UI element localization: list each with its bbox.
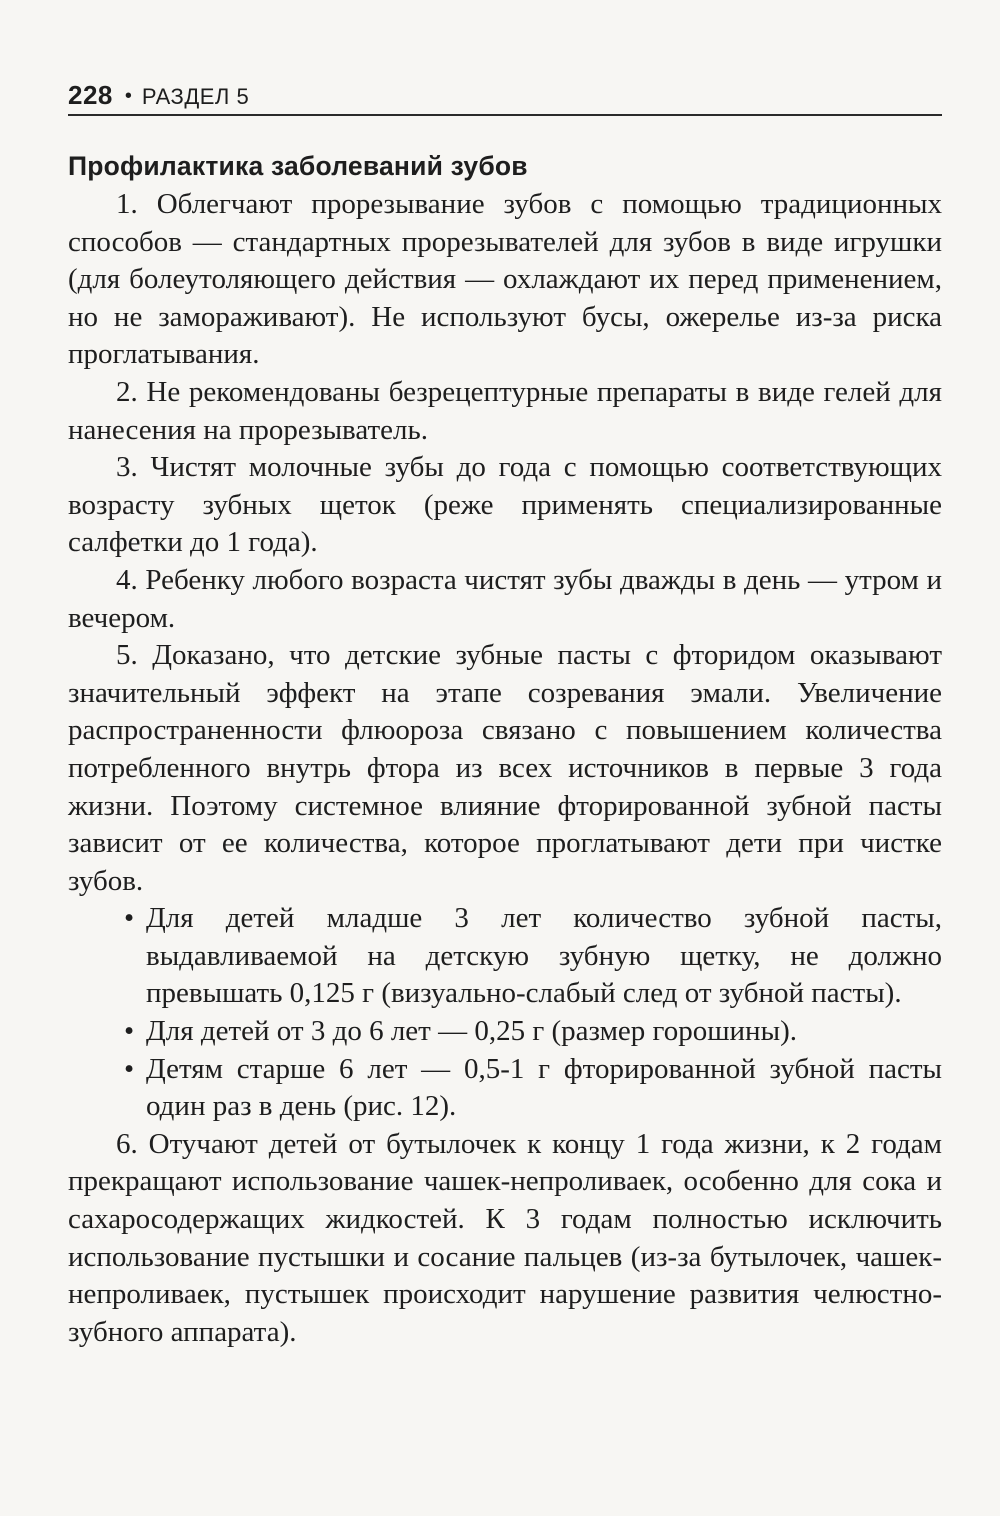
section-heading: Профилактика заболеваний зубов — [68, 151, 528, 181]
bullet-list — [68, 900, 942, 1126]
paragraph-5: 5. Доказано, что детские зубные пасты с фторидом оказывают значительный эффект на этапе созревания эмали. Увеличение распространенности флюороза связано с повышением количества потребленного внутрь фтора из всех источников в первые 3 года жизни. Поэтому системное влияние фторированной зубной пасты зависит от ее количества, которое проглатывают дети при чистке зубов. — [68, 639, 942, 897]
book-page — [68, 80, 942, 1351]
page-number: 228 — [68, 80, 113, 110]
bullet-item — [124, 1013, 942, 1051]
section-label: РАЗДЕЛ 5 — [141, 84, 250, 109]
paragraph-2: 2. Не рекомендованы безрецептурные препараты в виде гелей для нанесения на прорезыватель. — [68, 375, 942, 446]
paragraph-6: 6. Отучают детей от бутылочек к концу 1 года жизни, к 2 годам прекращают использование чашек-непроливаек, особенно для сока и сахаросодержащих жидкостей. К 3 годам полностью исключить использование пустышки и сосание пальцев (из-за бутылочек, чашек-непроливаек, пустышек происходит нарушение развития челюстно-зубного аппарата). — [68, 1127, 942, 1348]
paragraph-4: 4. Ребенку любого возраста чистят зубы дважды в день — утром и вечером. — [68, 563, 942, 634]
bullet-text: Для детей от 3 до 6 лет — 0,25 г (размер горошины). — [146, 1015, 797, 1048]
body-text — [68, 186, 942, 1351]
bullet-dot: • — [124, 1052, 135, 1085]
bullet-text: Для детей младше 3 лет количество зубной пасты, выдавливаемой на детскую зубную щетку, не должно превышать 0,125 г (визуально-слабый след от зубной пасты). — [146, 902, 942, 1010]
bullet-dot: • — [124, 902, 135, 935]
bullet-dot: • — [124, 1015, 135, 1048]
running-header — [68, 80, 942, 116]
header-separator: • — [124, 85, 132, 107]
paragraph-1: 1. Облегчают прорезывание зубов с помощью традиционных способов — стандартных прорезывателей для зубов в виде игрушки (для болеутоляющего действия — охлаждают их перед применением, но не замораживают). Не используют бусы, ожерелье из-за риска проглатывания. — [68, 188, 942, 371]
bullet-item — [124, 1051, 942, 1126]
paragraph-3: 3. Чистят молочные зубы до года с помощью соответствующих возрасту зубных щеток (реже применять специализированные салфетки до 1 года). — [68, 451, 942, 559]
bullet-text: Детям старше 6 лет — 0,5-1 г фторированной зубной пасты один раз в день (рис. 12). — [146, 1052, 942, 1123]
bullet-item — [124, 900, 942, 1013]
